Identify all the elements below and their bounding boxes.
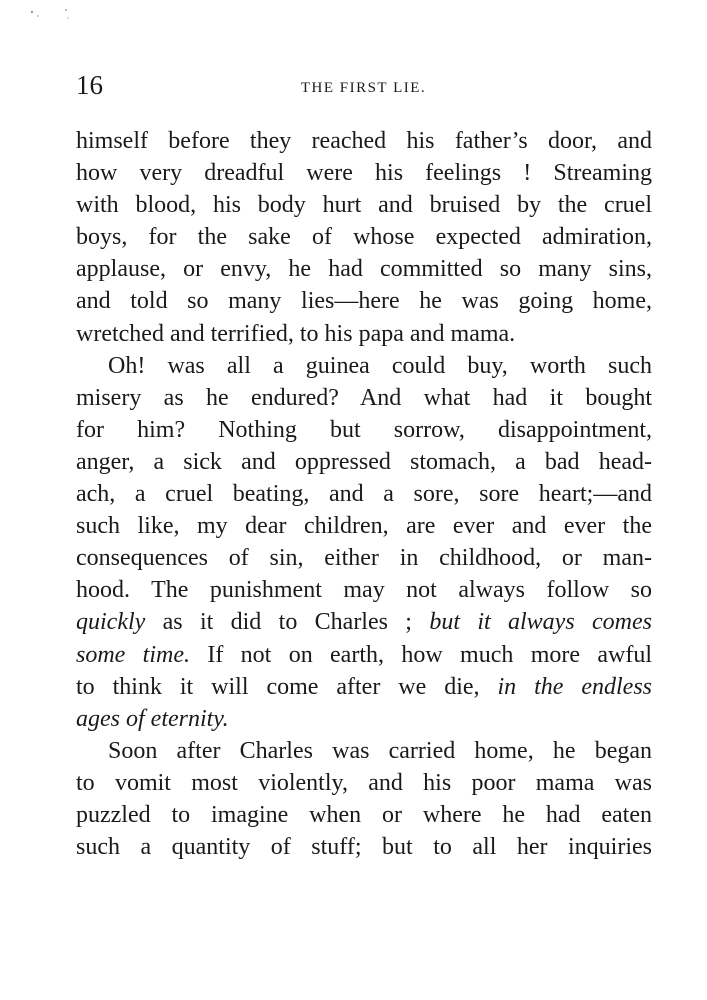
text-line (76, 510, 652, 542)
text-line (76, 478, 652, 510)
text-line (76, 639, 652, 671)
text-run: wretched and terrified, to his papa and mama. (76, 320, 516, 347)
text-line (76, 318, 652, 350)
text-run: as it did to Charles ; (145, 609, 430, 636)
italic-text: in the endless (497, 673, 652, 700)
text-line (76, 767, 652, 799)
text-line (76, 189, 652, 221)
italic-text: ages of eternity. (76, 705, 229, 732)
paper-speck-mark (22, 4, 82, 28)
text-line (76, 446, 652, 478)
italic-text: but it always comes (429, 609, 652, 636)
text-line (76, 574, 652, 606)
text-line (76, 253, 652, 285)
text-line (76, 350, 652, 382)
text-line (76, 125, 652, 157)
running-title: THE FIRST LIE. (300, 80, 427, 96)
text-line (76, 735, 652, 767)
text-line (76, 703, 652, 735)
text-run: misery as he endured? And what had it bought (76, 384, 652, 411)
text-run: boys, for the sake of whose expected admiration, (76, 224, 652, 251)
text-run: how very dreadful were his feelings ! Streaming (76, 160, 652, 187)
text-run: consequences of sin, either in childhood, or man- (76, 545, 652, 572)
page-header (76, 70, 651, 104)
text-run: puzzled to imagine when or where he had eaten (76, 801, 652, 828)
text-line (76, 606, 652, 638)
text-run: anger, a sick and oppressed stomach, a bad head- (76, 448, 652, 475)
text-line (76, 221, 652, 253)
text-run: Oh! was all a guinea could buy, worth such (108, 352, 652, 379)
page-number: 16 (76, 70, 103, 100)
italic-text: some time. (76, 641, 190, 668)
text-run: for him? Nothing but sorrow, disappointment, (76, 416, 652, 443)
text-run: and told so many lies—here he was going home, (76, 288, 652, 315)
text-run: with blood, his body hurt and bruised by the cruel (76, 192, 652, 219)
text-run: to think it will come after we die, (76, 673, 498, 700)
text-line (76, 414, 652, 446)
text-line (76, 799, 652, 831)
text-run: ach, a cruel beating, and a sore, sore heart;—and (76, 481, 652, 508)
text-run: hood. The punishment may not always follow so (76, 577, 652, 604)
text-run: such like, my dear children, are ever and ever the (76, 513, 652, 540)
text-line (76, 382, 652, 414)
text-line (76, 285, 652, 317)
text-run: to vomit most violently, and his poor mama was (76, 769, 652, 796)
text-line (76, 831, 652, 863)
text-run: such a quantity of stuff; but to all her inquiries (76, 834, 652, 861)
text-line (76, 542, 652, 574)
text-line (76, 671, 652, 703)
text-run: himself before they reached his father’s door, and (76, 128, 652, 154)
text-run: Soon after Charles was carried home, he began (108, 737, 652, 764)
text-line (76, 157, 652, 189)
text-run: If not on earth, how much more awful (190, 641, 652, 668)
body-text (76, 125, 652, 863)
text-run: applause, or envy, he had committed so many sins, (76, 256, 652, 283)
italic-text: quickly (76, 609, 146, 636)
